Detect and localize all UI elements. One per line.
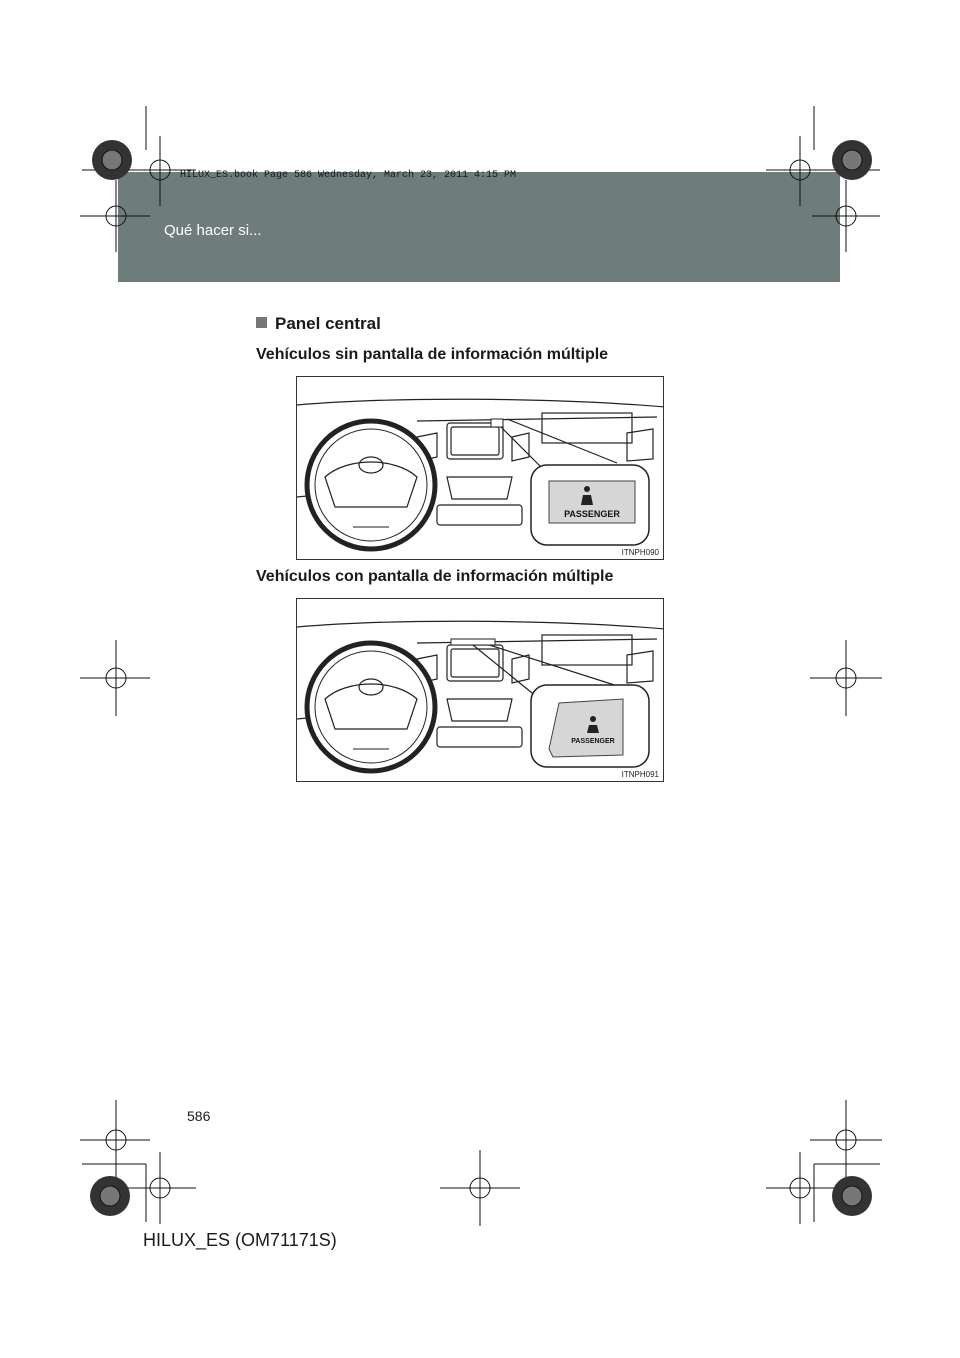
print-info-line: HILUX_ES.book Page 586 Wednesday, March 23, 2011 4:15 PM	[180, 170, 517, 181]
figure-1-code: ITNPH090	[621, 548, 659, 557]
section-heading	[256, 314, 381, 334]
document-code: HILUX_ES (OM71171S)	[143, 1230, 337, 1250]
passenger-indicator-callout	[531, 465, 649, 545]
section-title: Qué hacer si...	[164, 222, 262, 239]
figure-2-caption: Vehículos con pantalla de información múltiple	[256, 568, 614, 585]
passenger-label: PASSENGER	[564, 509, 620, 519]
passenger-indicator-callout	[531, 685, 649, 767]
heading-text: Panel central	[275, 314, 381, 333]
steering-wheel-icon	[307, 643, 435, 771]
dashboard-illustration	[297, 377, 664, 560]
passenger-label: PASSENGER	[571, 738, 615, 745]
figure-2-illustration	[296, 598, 664, 782]
page-number: 586	[187, 1108, 211, 1124]
figure-1-illustration	[296, 376, 664, 560]
figure-2-code: ITNPH091	[621, 770, 659, 779]
square-bullet-icon	[256, 317, 267, 328]
dashboard-illustration	[297, 599, 664, 782]
figure-1-caption: Vehículos sin pantalla de información múltiple	[256, 346, 609, 363]
steering-wheel-icon	[307, 421, 435, 549]
